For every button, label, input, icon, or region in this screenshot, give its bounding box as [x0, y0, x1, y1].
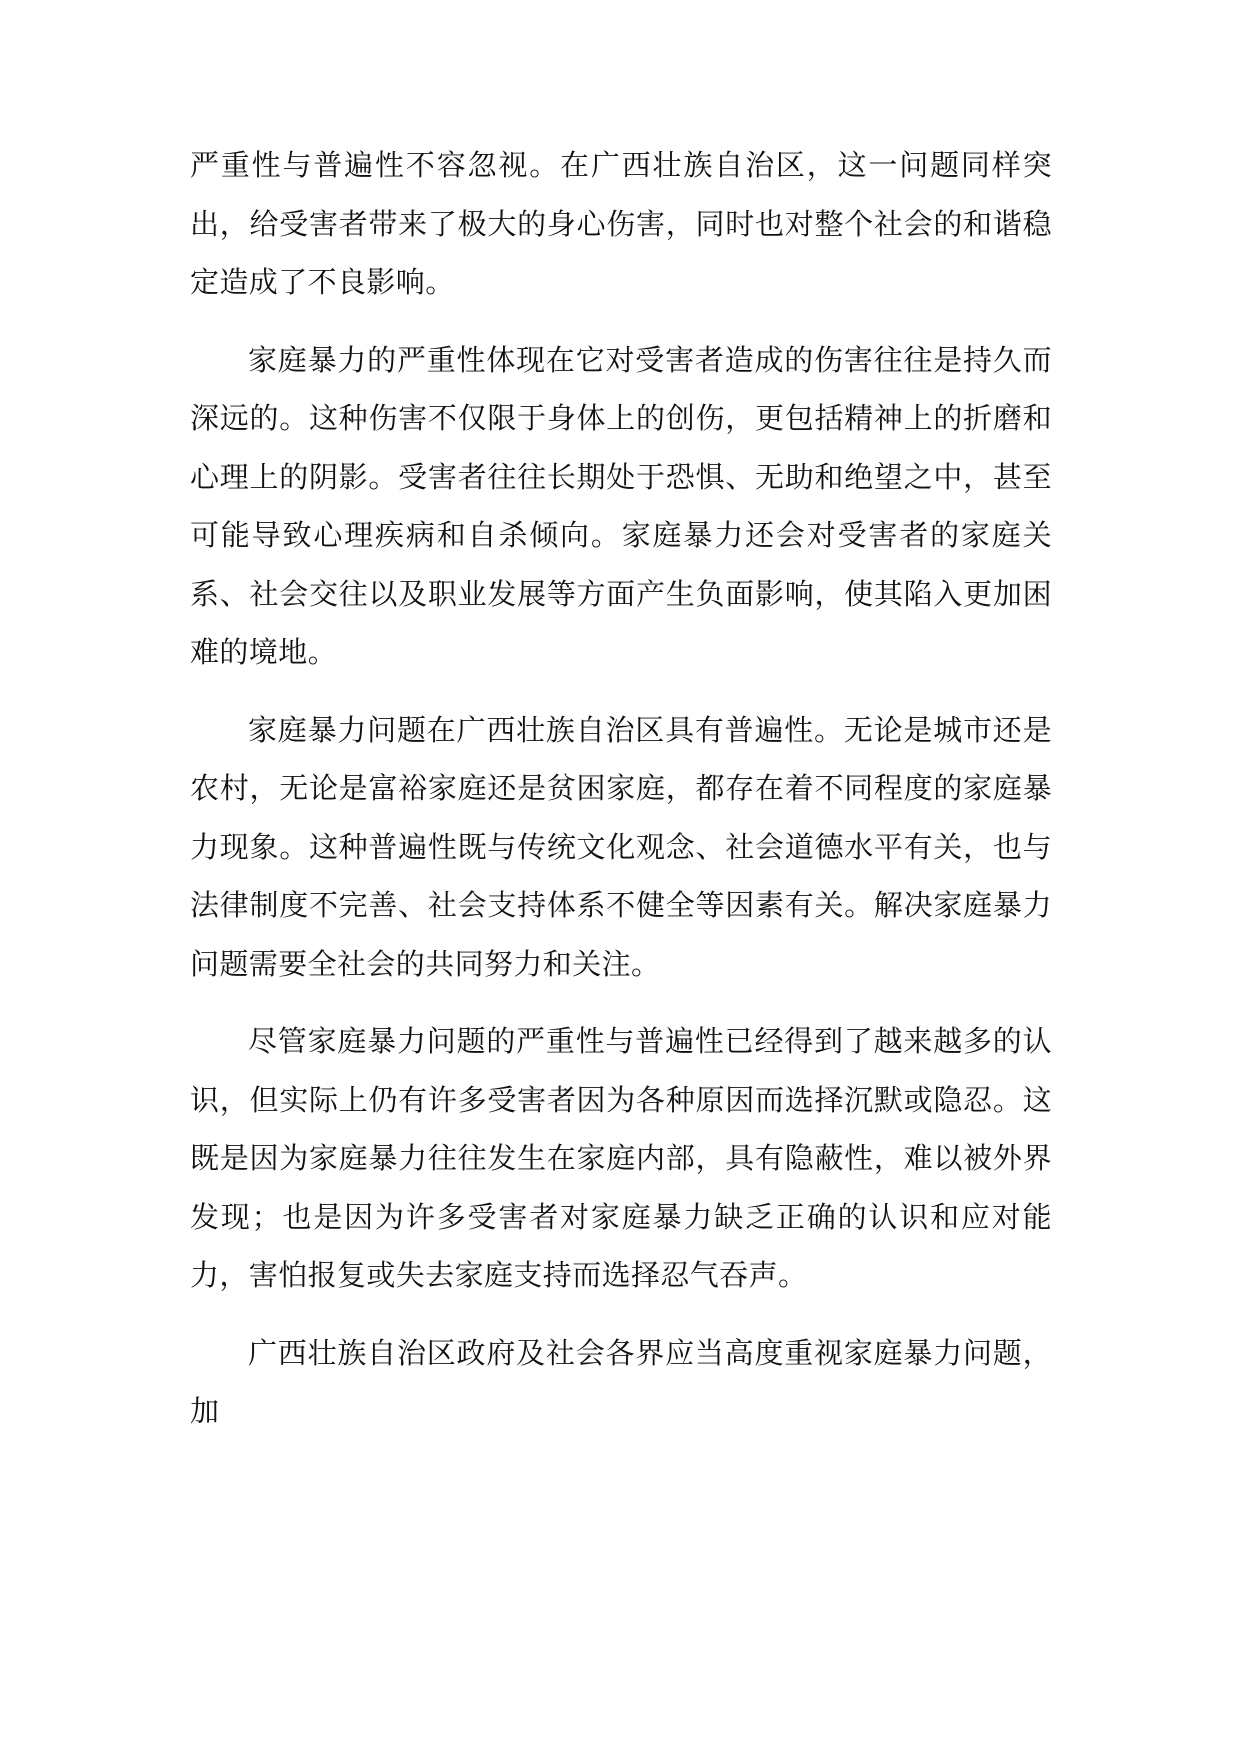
paragraph-5: 广西壮族自治区政府及社会各界应当高度重视家庭暴力问题，加: [190, 1335, 1052, 1428]
paragraph-4: 尽管家庭暴力问题的严重性与普遍性已经得到了越来越多的认识，但实际上仍有许多受害者因为各种原因而选择沉默或隐忍。这既是因为家庭暴力往往发生在家庭内部，具有隐蔽性，难以被外界发现；也是因为许多受害者对家庭暴力缺乏正确的认识和应对能力，害怕报复或失去家庭支持而选择忍气吞声。: [190, 1024, 1052, 1292]
document-body: [190, 136, 1052, 1441]
paragraph-1: 严重性与普遍性不容忽视。在广西壮族自治区，这一问题同样突出，给受害者带来了极大的身心伤害，同时也对整个社会的和谐稳定造成了不良影响。: [190, 148, 1052, 299]
paragraph-2: 家庭暴力的严重性体现在它对受害者造成的伤害往往是持久而深远的。这种伤害不仅限于身体上的创伤，更包括精神上的折磨和心理上的阴影。受害者往往长期处于恐惧、无助和绝望之中，甚至可能导致心理疾病和自杀倾向。家庭暴力还会对受害者的家庭关系、社会交往以及职业发展等方面产生负面影响，使其陷入更加困难的境地。: [190, 342, 1052, 669]
paragraph-3: 家庭暴力问题在广西壮族自治区具有普遍性。无论是城市还是农村，无论是富裕家庭还是贫困家庭，都存在着不同程度的家庭暴力现象。这种普遍性既与传统文化观念、社会道德水平有关，也与法律制度不完善、社会支持体系不健全等因素有关。解决家庭暴力问题需要全社会的共同努力和关注。: [190, 712, 1052, 981]
